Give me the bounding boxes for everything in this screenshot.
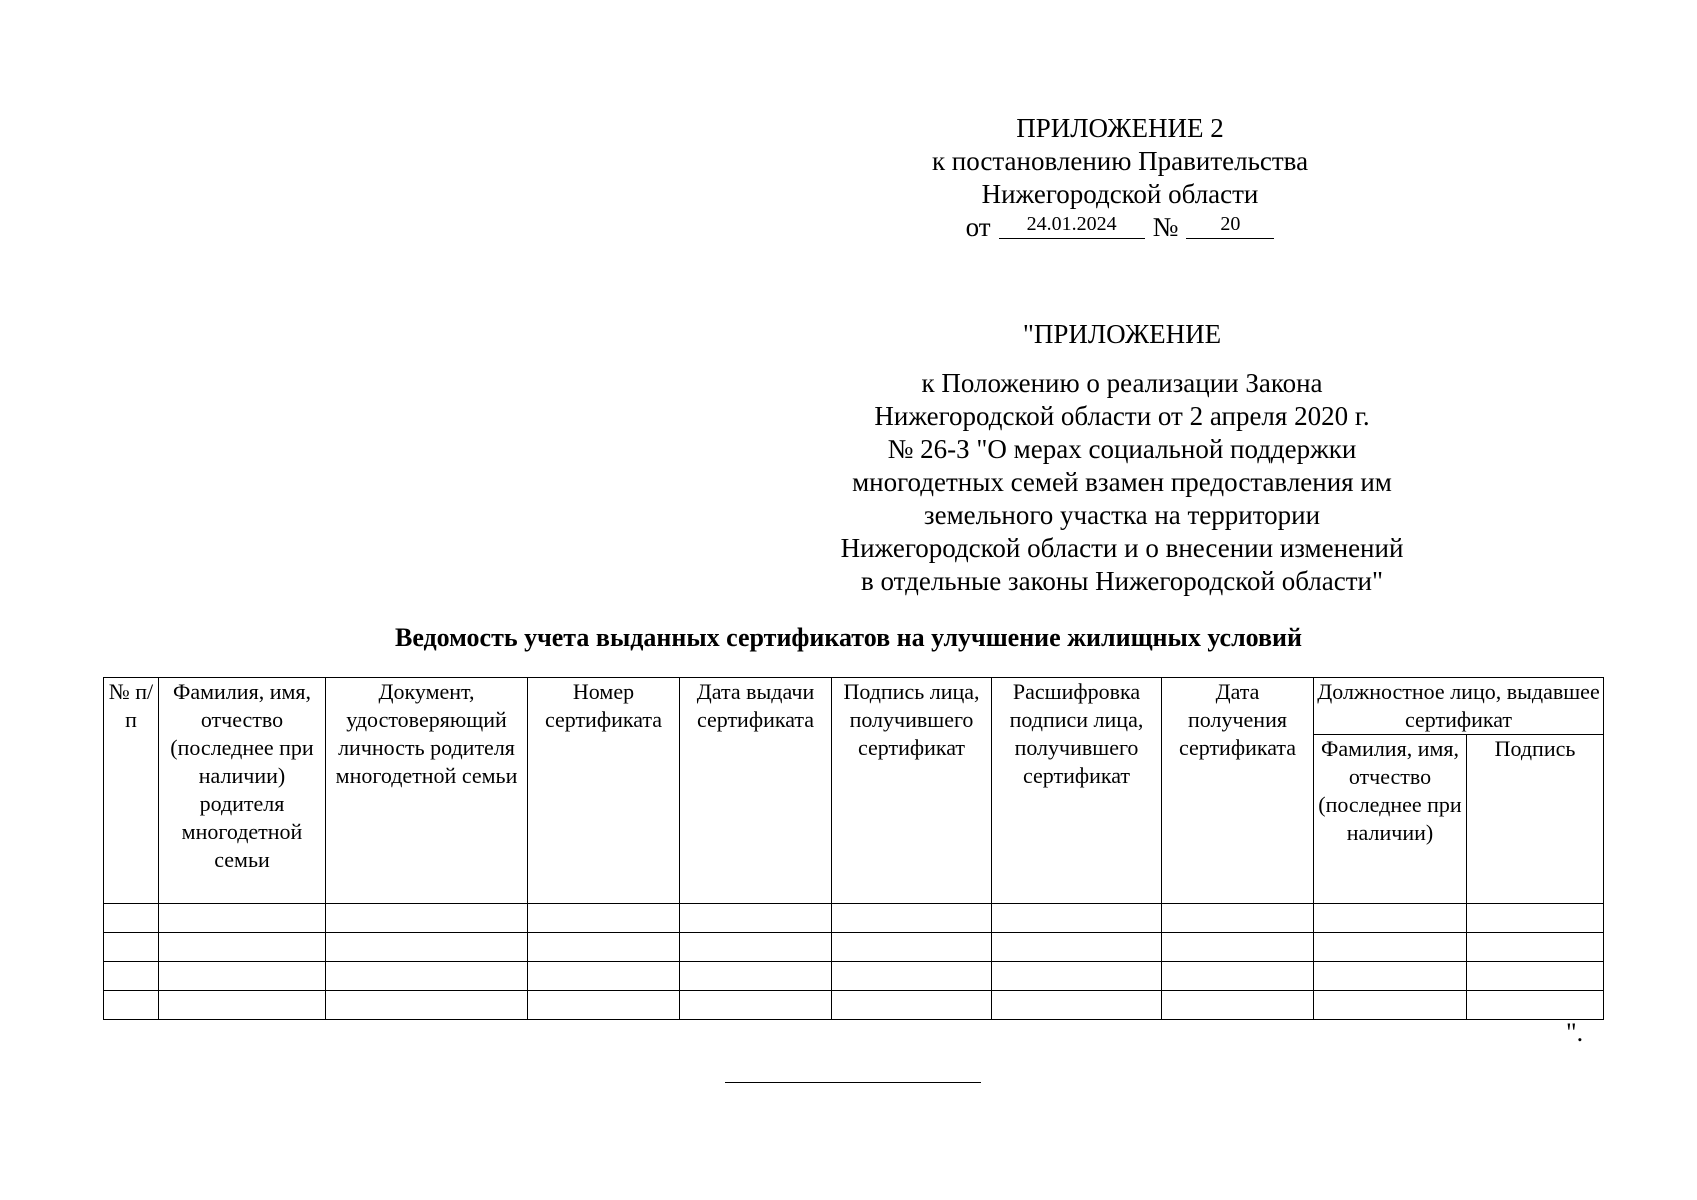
column-header-recipient-signature: Подпись лица, получившего сертификат bbox=[832, 678, 992, 904]
table-cell[interactable] bbox=[326, 991, 528, 1020]
table-cell[interactable] bbox=[1467, 904, 1604, 933]
column-header-certificate-number: Номер сертификата bbox=[528, 678, 680, 904]
column-header-identity-document: Документ, удостоверяющий личность родителя многодетной семьи bbox=[326, 678, 528, 904]
law-reference-line: Нижегородской области от 2 апреля 2020 г. bbox=[874, 401, 1370, 431]
table-row bbox=[104, 991, 1604, 1020]
table-row bbox=[104, 904, 1604, 933]
attachment-block bbox=[880, 112, 1360, 244]
attachment-title: ПРИЛОЖЕНИЕ 2 bbox=[1016, 113, 1224, 143]
separator-line bbox=[725, 1082, 981, 1083]
law-reference-line: № 26-З "О мерах социальной поддержки bbox=[887, 434, 1357, 464]
table-cell[interactable] bbox=[528, 904, 680, 933]
table-cell[interactable] bbox=[992, 933, 1162, 962]
table-cell[interactable] bbox=[832, 933, 992, 962]
table-row bbox=[104, 933, 1604, 962]
table-cell[interactable] bbox=[680, 933, 832, 962]
number-label: № bbox=[1152, 212, 1179, 242]
column-header-official-signature: Подпись bbox=[1467, 735, 1604, 904]
law-reference-line: Нижегородской области и о внесении изменений bbox=[840, 533, 1404, 563]
column-header-parent-name: Фамилия, имя, отчество (последнее при наличии) родителя многодетной семьи bbox=[159, 678, 326, 904]
table-cell[interactable] bbox=[992, 962, 1162, 991]
table-cell[interactable] bbox=[680, 904, 832, 933]
certificates-table bbox=[103, 677, 1604, 1020]
law-reference-line: земельного участка на территории bbox=[923, 500, 1321, 530]
table-cell[interactable] bbox=[104, 933, 159, 962]
attachment-line-1: к постановлению Правительства bbox=[931, 146, 1309, 176]
table-cell[interactable] bbox=[680, 962, 832, 991]
closing-quote: ". bbox=[1566, 1018, 1584, 1047]
table-cell[interactable] bbox=[1162, 904, 1314, 933]
table-cell[interactable] bbox=[1467, 933, 1604, 962]
document-title: Ведомость учета выданных сертификатов на улучшение жилищных условий bbox=[394, 623, 1303, 652]
table-cell[interactable] bbox=[528, 933, 680, 962]
table-cell[interactable] bbox=[104, 962, 159, 991]
table-cell[interactable] bbox=[528, 991, 680, 1020]
column-header-signature-transcript: Расшифровка подписи лица, получившего сертификат bbox=[992, 678, 1162, 904]
table-cell[interactable] bbox=[1162, 991, 1314, 1020]
table-cell[interactable] bbox=[1467, 962, 1604, 991]
table-cell[interactable] bbox=[1162, 962, 1314, 991]
table-cell[interactable] bbox=[680, 991, 832, 1020]
number-field: 20 bbox=[1186, 212, 1274, 239]
table-cell[interactable] bbox=[326, 933, 528, 962]
attachment-line-2: Нижегородской области bbox=[981, 179, 1259, 209]
table-cell[interactable] bbox=[1314, 904, 1467, 933]
table-cell[interactable] bbox=[1314, 962, 1467, 991]
law-reference-line: многодетных семей взамен предоставления им bbox=[852, 467, 1392, 497]
column-header-receipt-date: Дата получения сертификата bbox=[1162, 678, 1314, 904]
table-cell[interactable] bbox=[832, 991, 992, 1020]
column-header-issue-date: Дата выдачи сертификата bbox=[680, 678, 832, 904]
table-row bbox=[104, 962, 1604, 991]
law-reference-line: к Положению о реализации Закона bbox=[921, 368, 1323, 398]
law-reference-line: в отдельные законы Нижегородской области" bbox=[861, 566, 1383, 596]
column-group-issuing-official: Должностное лицо, выдавшее сертификат bbox=[1314, 678, 1604, 735]
table-cell[interactable] bbox=[159, 933, 326, 962]
table-cell[interactable] bbox=[1162, 933, 1314, 962]
column-header-official-name: Фамилия, имя, отчество (последнее при наличии) bbox=[1314, 735, 1467, 904]
table-cell[interactable] bbox=[832, 962, 992, 991]
table-cell[interactable] bbox=[1314, 933, 1467, 962]
column-header-number: № п/п bbox=[104, 678, 159, 904]
table-cell[interactable] bbox=[159, 904, 326, 933]
table-cell[interactable] bbox=[326, 962, 528, 991]
table-cell[interactable] bbox=[992, 991, 1162, 1020]
table-cell[interactable] bbox=[104, 904, 159, 933]
table-cell[interactable] bbox=[159, 991, 326, 1020]
date-field: 24.01.2024 bbox=[999, 212, 1145, 239]
date-number-line bbox=[880, 211, 1360, 244]
law-reference-block bbox=[812, 318, 1432, 598]
table-cell[interactable] bbox=[1467, 991, 1604, 1020]
table-cell[interactable] bbox=[992, 904, 1162, 933]
from-label: от bbox=[965, 212, 991, 242]
table-cell[interactable] bbox=[832, 904, 992, 933]
table-cell[interactable] bbox=[104, 991, 159, 1020]
table-cell[interactable] bbox=[1314, 991, 1467, 1020]
law-reference-heading: "ПРИЛОЖЕНИЕ bbox=[1022, 319, 1222, 349]
table-cell[interactable] bbox=[326, 904, 528, 933]
table-cell[interactable] bbox=[528, 962, 680, 991]
table-cell[interactable] bbox=[159, 962, 326, 991]
